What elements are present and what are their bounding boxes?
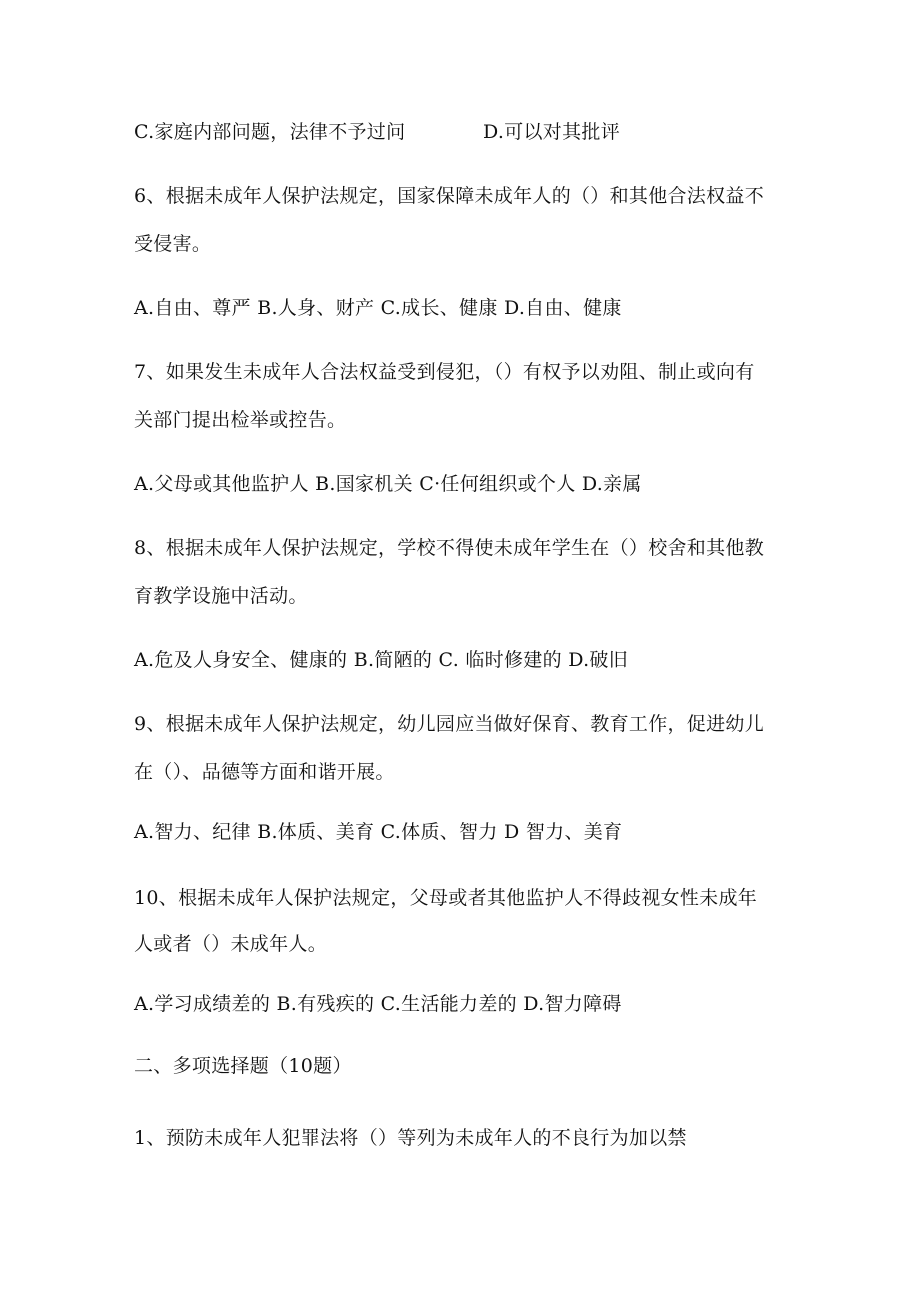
multi-question-1-line-1: 1、预防未成年人犯罪法将（）等列为未成年人的不良行为加以禁 xyxy=(134,1127,687,1149)
question-8-options: A.危及人身安全、健康的 B.简陋的 C. 临时修建的 D.破旧 xyxy=(134,649,629,671)
option-c-q5: C.家庭内部问题，法律不予过问 xyxy=(134,121,406,143)
question-6-line-1: 6、根据未成年人保护法规定，国家保障未成年人的（）和其他合法权益不 xyxy=(134,185,764,207)
question-8-line-2: 育教学设施中活动。 xyxy=(134,585,308,607)
question-7-line-2: 关部门提出检举或控告。 xyxy=(134,409,347,431)
section-heading-multiple-choice: 二、多项选择题（10题） xyxy=(134,1055,352,1077)
question-9-line-1: 9、根据未成年人保护法规定，幼儿园应当做好保育、教育工作，促进幼儿 xyxy=(134,713,764,735)
question-9-options: A.智力、纪律 B.体质、美育 C.体质、智力 D 智力、美育 xyxy=(134,821,623,843)
question-7-options: A.父母或其他监护人 B.国家机关 C·任何组织或个人 D.亲属 xyxy=(134,473,642,495)
question-6-options: A.自由、尊严 B.人身、财产 C.成长、健康 D.自由、健康 xyxy=(134,297,622,319)
question-7-line-1: 7、如果发生未成年人合法权益受到侵犯，（）有权予以劝阻、制止或向有 xyxy=(134,361,755,383)
question-10-line-1: 10、根据未成年人保护法规定，父母或者其他监护人不得歧视女性未成年 xyxy=(134,887,758,909)
question-6-line-2: 受侵害。 xyxy=(134,233,212,255)
question-10-line-2: 人或者（）未成年人。 xyxy=(134,933,328,955)
question-9-line-2: 在（）、品德等方面和谐开展。 xyxy=(134,761,395,783)
question-10-options: A.学习成绩差的 B.有残疾的 C.生活能力差的 D.智力障碍 xyxy=(134,993,622,1015)
question-8-line-1: 8、根据未成年人保护法规定，学校不得使未成年学生在（）校舍和其他教 xyxy=(134,537,764,559)
option-d-q5: D.可以对其批评 xyxy=(483,121,620,143)
